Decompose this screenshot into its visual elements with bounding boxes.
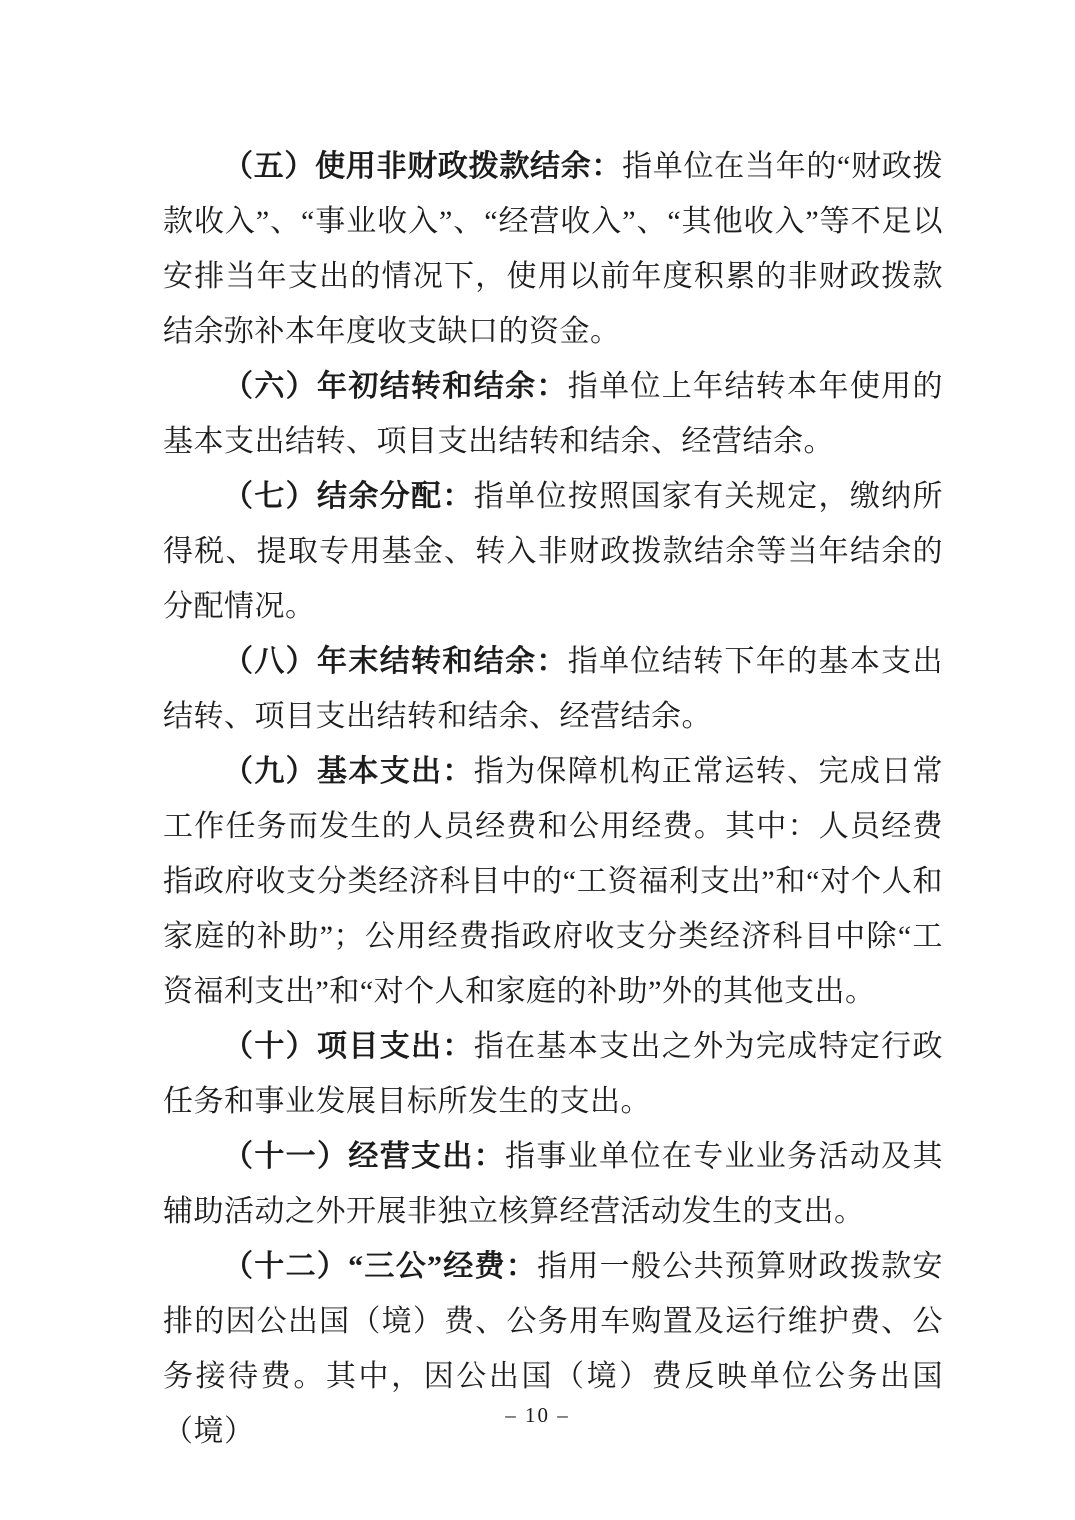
paragraph-heading: （八）年末结转和结余： bbox=[223, 645, 568, 678]
document-body bbox=[163, 139, 943, 1459]
paragraph-heading: （十一）经营支出： bbox=[223, 1140, 506, 1173]
paragraph bbox=[163, 1019, 943, 1129]
paragraph-text: 指用一般公共预算财政拨款安排的因公出国（境）费、公务用车购置及运行维护费、公务接待费。其中，因公出国（境）费反映单位公务出国（境） bbox=[163, 1250, 944, 1448]
paragraph-heading: （五）使用非财政拨款结余： bbox=[223, 150, 623, 183]
paragraph bbox=[163, 634, 943, 744]
paragraph-text: 指单位按照国家有关规定，缴纳所得税、提取专用基金、转入非财政拨款结余等当年结余的分配情况。 bbox=[163, 480, 944, 623]
paragraph-text: 指单位上年结转本年使用的基本支出结转、项目支出结转和结余、经营结余。 bbox=[163, 370, 943, 458]
paragraph bbox=[163, 139, 943, 359]
paragraph-heading: （十）项目支出： bbox=[223, 1030, 474, 1063]
page-number: – 10 – bbox=[505, 1403, 570, 1427]
paragraph-text: 指为保障机构正常运转、完成日常工作任务而发生的人员经费和公用经费。其中：人员经费指政府收支分类经济科目中的“工资福利支出”和“对个人和家庭的补助”；公用经费指政府收支分类经济科目中除“工资福利支出”和“对个人和家庭的补助”外的其他支出。 bbox=[163, 755, 944, 1008]
paragraph-text: 指单位在当年的“财政拨款收入”、“事业收入”、“经营收入”、“其他收入”等不足以安排当年支出的情况下，使用以前年度积累的非财政拨款结余弥补本年度收支缺口的资金。 bbox=[163, 150, 943, 348]
paragraph-heading: （十二）“三公”经费： bbox=[223, 1250, 538, 1283]
paragraph-heading: （九）基本支出： bbox=[223, 755, 474, 788]
paragraph-heading: （七）结余分配： bbox=[223, 480, 474, 513]
paragraph-heading: （六）年初结转和结余： bbox=[223, 370, 568, 403]
paragraph bbox=[163, 469, 943, 634]
paragraph-text: 指事业单位在专业业务活动及其辅助活动之外开展非独立核算经营活动发生的支出。 bbox=[163, 1140, 944, 1228]
paragraph bbox=[163, 359, 943, 469]
paragraph bbox=[163, 1129, 943, 1239]
paragraph bbox=[163, 744, 943, 1019]
paragraph-text: 指单位结转下年的基本支出结转、项目支出结转和结余、经营结余。 bbox=[163, 645, 943, 733]
paragraph-text: 指在基本支出之外为完成特定行政任务和事业发展目标所发生的支出。 bbox=[163, 1030, 944, 1118]
